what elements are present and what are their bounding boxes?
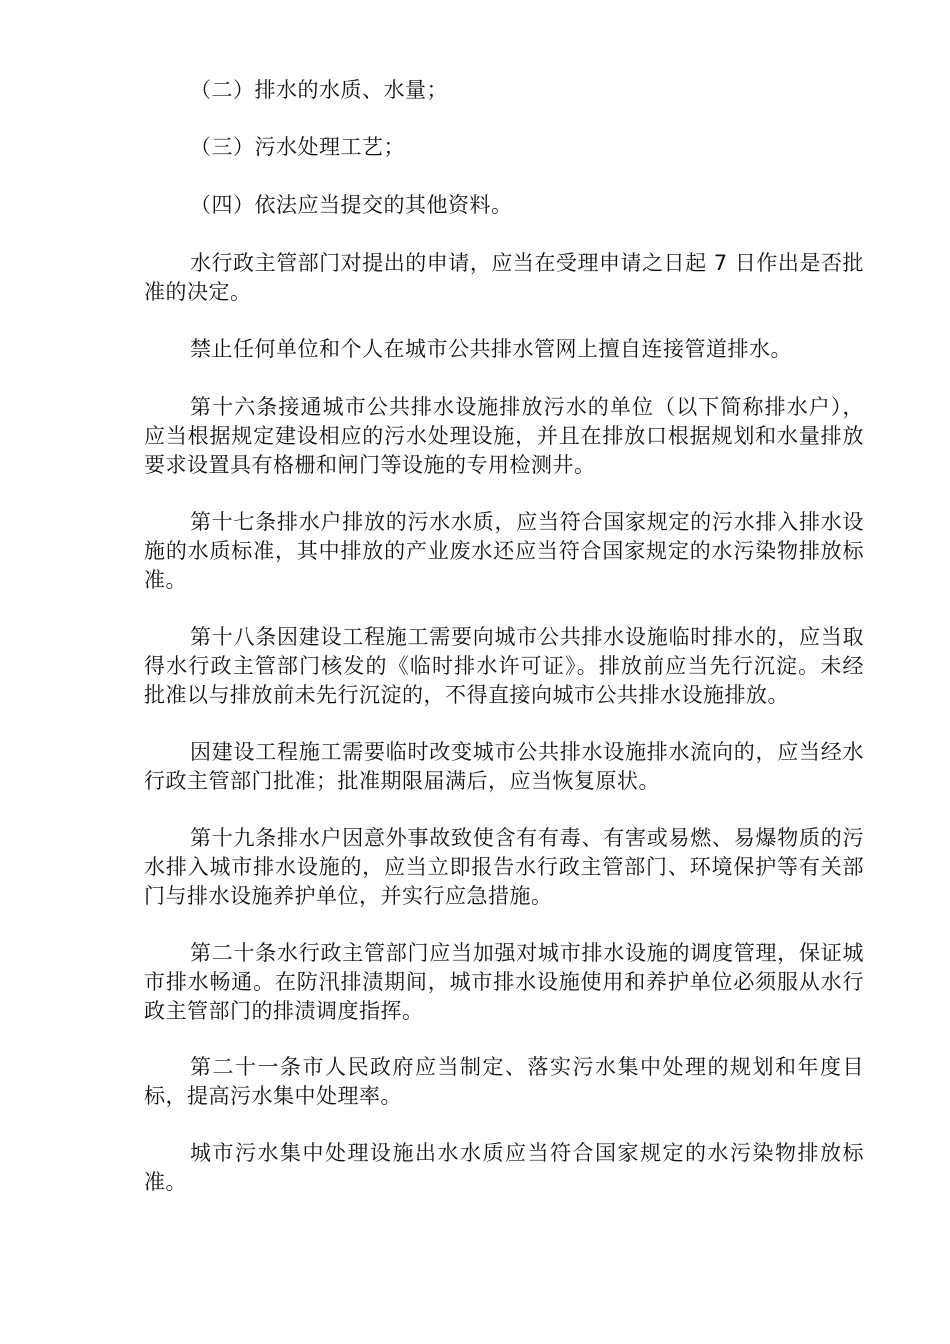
paragraph-article-17: 第十七条排水户排放的污水水质，应当符合国家规定的污水排入排水设施的水质标准，其中排放的产业废水还应当符合国家规定的水污染物排放标准。	[144, 510, 864, 592]
paragraph-effluent-standard: 城市污水集中处理设施出水水质应当符合国家规定的水污染物排放标准。	[144, 1141, 864, 1194]
paragraph-temporary-flow-change: 因建设工程施工需要临时改变城市公共排水设施排水流向的，应当经水行政主管部门批准；批准期限届满后，应当恢复原状。	[144, 740, 864, 793]
paragraph-article-21: 第二十一条市人民政府应当制定、落实污水集中处理的规划和年度目标，提高污水集中处理率。	[144, 1055, 864, 1108]
paragraph-article-20: 第二十条水行政主管部门应当加强对城市排水设施的调度管理，保证城市排水畅通。在防汛排渍期间，城市排水设施使用和养护单位必须服从水行政主管部门的排渍调度指挥。	[144, 941, 864, 1023]
paragraph-item-2: （二）排水的水质、水量；	[190, 78, 448, 102]
paragraph-prohibition: 禁止任何单位和个人在城市公共排水管网上擅自连接管道排水。	[190, 337, 792, 361]
paragraph-article-19: 第十九条排水户因意外事故致使含有有毒、有害或易燃、易爆物质的污水排入城市排水设施的，应当立即报告水行政主管部门、环境保护等有关部门与排水设施养护单位，并实行应急措施。	[144, 826, 864, 908]
paragraph-item-4: （四）依法应当提交的其他资料。	[190, 193, 513, 217]
paragraph-item-3: （三）污水处理工艺；	[190, 135, 405, 159]
paragraph-approval-decision: 水行政主管部门对提出的申请，应当在受理申请之日起 7 日作出是否批准的决定。	[144, 251, 864, 304]
paragraph-article-18: 第十八条因建设工程施工需要向城市公共排水设施临时排水的，应当取得水行政主管部门核发的《临时排水许可证》。排放前应当先行沉淀。未经批准以与排放前未先行沉淀的，不得直接向城市公共排水设施排放。	[144, 625, 864, 707]
paragraph-article-16: 第十六条接通城市公共排水设施排放污水的单位（以下简称排水户），应当根据规定建设相应的污水处理设施，并且在排放口根据规划和水量排放要求设置具有格栅和闸门等设施的专用检测井。	[144, 395, 864, 477]
